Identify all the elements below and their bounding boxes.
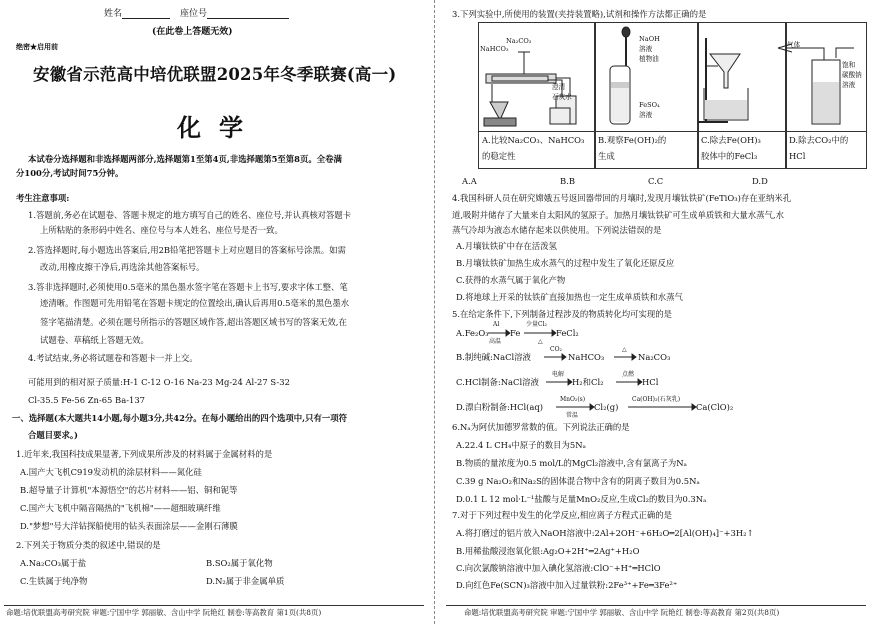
q6-option-a: A.22.4 L CH₄中原子的数目为5Nₐ: [456, 440, 586, 450]
q4-stem-1: 4.我国科研人员在研究嫦娥五号返回器带回的月壤时,发现月壤钛铁矿(FeTiO₃)存在亚纳米孔: [452, 193, 792, 203]
q2-stem: 2.下列关于物质分类的叙述中,错误的是: [16, 540, 161, 550]
q2-option-c: C.生铁属于纯净物: [20, 576, 88, 586]
q5-a-end: FeCl₂: [556, 328, 579, 338]
q6-option-c: C.39 g Na₂O₂和Na₂S的固体混合物中含有的阴离子数目为0.5Nₐ: [456, 476, 700, 486]
q3-option-a: A.A: [462, 176, 477, 186]
seat-label: 座位号: [180, 9, 208, 19]
secret-mark: 绝密★启用前: [16, 42, 58, 51]
q1-option-d: D."梦想"号大洋钻探船使用的钻头表面涂层——金刚石薄膜: [20, 521, 238, 531]
notice-4: 4.考试结束,务必将试题卷和答题卡一并上交。: [28, 353, 198, 363]
label-sodium-carbonate: 碳酸钠: [842, 71, 862, 79]
label-vegetable-oil: 植物油: [639, 55, 659, 63]
q6-option-b: B.物质的量浓度为0.5 mol/L的MgCl₂溶液中,含有氯离子为Nₐ: [456, 458, 687, 468]
q5-c-cond1-top: 电解: [552, 371, 565, 378]
notice-3c: 签字笔描清楚。必须在题号所指示的答题区域作答,超出答题区域书写的答案无效,在: [40, 317, 347, 327]
q3-caption-d-1: D.除去CO₂中的: [789, 135, 849, 145]
q6-stem: 6.Nₐ为阿伏加德罗常数的值。下列说法正确的是: [452, 422, 630, 432]
q5-a-cond1-top: Al: [493, 321, 500, 328]
label-na2co3: Na₂CO₃: [506, 37, 532, 45]
q5-b-mid: NaHCO₃: [568, 352, 605, 362]
q3-caption-b-1: B.观察Fe(OH)₂的: [598, 135, 667, 145]
label-solution: 溶液: [842, 81, 856, 89]
name-field: [104, 9, 170, 19]
label-saturated: 饱和: [842, 61, 856, 69]
q5-b-end: Na₂CO₃: [638, 352, 671, 362]
seat-field: [180, 9, 289, 19]
intro-line-1: 本试卷分选择题和非选择题两部分,选择题第1至第4页,非选择题第5至第8页。全卷满: [28, 154, 342, 164]
section-heading-2: 合题目要求。): [28, 430, 79, 440]
no-answer-note: (在此卷上答题无效): [152, 27, 233, 37]
q3-stem: 3.下列实验中,所使用的装置(夹持装置略),试剂和操作方法都正确的是: [452, 9, 707, 19]
q3-caption-c-1: C.除去Fe(OH)₃: [701, 135, 761, 145]
page-1: [0, 0, 428, 624]
label-gas: 气体: [787, 41, 801, 49]
q3-option-c: C.C: [648, 176, 664, 186]
footer-rule: [4, 605, 424, 606]
intro-line-2: 分100分,考试时间75分钟。: [16, 168, 124, 178]
q4-option-d: D.将地球上开采的钛铁矿直接加热也一定生成单质铁和水蒸气: [456, 292, 683, 302]
q5-reaction-arrows: [442, 0, 870, 430]
name-label: 姓名: [104, 9, 123, 19]
q3-caption-c-2: 胶体中的FeCl₃: [701, 151, 758, 161]
q5-d-cond1-bottom: 常温: [566, 412, 579, 419]
q1-stem: 1.近年来,我国科技成果显著,下列成果所涉及的材料属于金属材料的是: [16, 449, 273, 459]
q3-caption-b-2: 生成: [598, 151, 615, 161]
q5-d-cond2-top: Ca(OH)₂(石灰乳): [632, 396, 681, 403]
q5-c-cond2-top: 点燃: [622, 371, 635, 378]
label-limewater-2: 石灰水: [552, 93, 572, 101]
notice-3a: 3.答非选择题时,必须使用0.5毫米的黑色墨水签字笔在答题卡上书写,要求字体工整、笔: [28, 282, 348, 292]
q7-option-c: C.向次氯酸钠溶液中加入碘化氢溶液:ClO⁻+H⁺═HClO: [456, 563, 661, 573]
q1-option-b: B.超导量子计算机"本源悟空"的芯片材料——铝、铜和铌等: [20, 485, 238, 495]
label-naoh-solution: 溶液: [639, 45, 653, 53]
q2-option-a: A.Na₂CO₃属于盐: [20, 558, 87, 568]
label-feso4: FeSO₄: [639, 101, 660, 109]
notice-1a: 1.答题前,务必在试题卷、答题卡规定的地方填写自己的姓名、座位号,并认真核对答题卡: [28, 210, 352, 220]
section-heading-1: 一、选择题(本大题共14小题,每小题3分,共42分。在每小题给出的四个选项中,只有一项符: [12, 413, 347, 423]
q2-option-d: D.N₂属于非金属单质: [206, 576, 285, 586]
notice-2a: 2.答选择题时,每小题选出答案后,用2B铅笔把答题卡上对应题目的答案标号涂黑。如需: [28, 245, 346, 255]
q5-a-start: A.Fe₂O₃: [456, 328, 489, 338]
q4-stem-2: 道,吸附并储存了大量来自太阳风的氢原子。加热月壤钛铁矿可生成单质铁和大量水蒸气,水: [452, 210, 784, 220]
q3-option-d: D.D: [752, 176, 768, 186]
q3-caption-d-2: HCl: [789, 151, 806, 161]
q7-option-b: B.用稀盐酸浸泡氧化银:Ag₂O+2H⁺═2Ag⁺+H₂O: [456, 546, 640, 556]
q5-d-cond1-top: MnO₂(s): [560, 396, 586, 403]
q7-stem: 7.对于下列过程中发生的化学反应,相应离子方程式正确的是: [452, 510, 673, 520]
q5-b-start: B.制纯碱:NaCl溶液: [456, 352, 531, 362]
q5-a-cond2-bottom: △: [538, 338, 543, 345]
notice-2b: 改动,用橡皮擦干净后,再选涂其他答案标号。: [40, 262, 205, 272]
notice-3d: 试题卷、草稿纸上答题无效。: [40, 335, 149, 345]
q5-b-cond2-top: △: [622, 346, 627, 353]
q2-option-b: B.SO₂属于氧化物: [206, 558, 273, 568]
q4-option-b: B.月壤钛铁矿加热生成水蒸气的过程中发生了氧化还原反应: [456, 258, 675, 268]
q3-caption-a-1: A.比较Na₂CO₃、NaHCO₃: [482, 135, 585, 145]
q5-a-cond2-top: 少量Cl₂: [526, 321, 547, 328]
label-feso4-solution: 溶液: [639, 111, 653, 119]
subject-title: 化学: [177, 113, 261, 142]
q4-stem-3: 蒸气冷却为液态水储存起来以供使用。下列说法错误的是: [452, 225, 662, 235]
q5-stem: 5.在给定条件下,下列制备过程涉及的物质转化均可实现的是: [452, 309, 673, 319]
atomic-mass-line-2: Cl-35.5 Fe-56 Zn-65 Ba-137: [28, 395, 146, 405]
q4-option-c: C.获得的水蒸气属于氧化产物: [456, 275, 566, 285]
q5-c-end: HCl: [642, 377, 659, 387]
q7-option-a: A.将打磨过的铝片放入NaOH溶液中:2Al+2OH⁻+6H₂O═2[Al(OH)₄]⁻+3H₂↑: [456, 528, 754, 538]
q5-a-cond1-bottom: 高温: [489, 338, 502, 345]
q5-d-mid: Cl₂(g): [594, 402, 619, 412]
q5-d-start: D.漂白粉制备:HCl(aq): [456, 402, 544, 412]
q5-d-end: Ca(ClO)₂: [696, 402, 734, 412]
q1-option-c: C.国产大飞机中隔音隔热的"飞机棉"——超细玻璃纤维: [20, 503, 221, 513]
q7-option-d: D.向红色Fe(SCN)₃溶液中加入过量铁粉:2Fe³⁺+Fe═3Fe²⁺: [456, 580, 678, 590]
label-limewater-1: 澄清: [552, 83, 566, 91]
page-footer: 命题:培优联盟高考研究院 审题:宁国中学 郭丽敏、含山中学 阮艳红 制卷:等高教育 第2页(共8页): [464, 608, 780, 617]
q1-option-a: A.国产大飞机C919发动机的涂层材料——氮化硅: [20, 467, 202, 477]
footer-rule: [446, 605, 866, 606]
q5-a-mid: Fe: [510, 328, 521, 338]
page-footer: 命题:培优联盟高考研究院 审题:宁国中学 郭丽敏、含山中学 阮艳红 制卷:等高教育 第1页(共8页): [6, 608, 322, 617]
page-divider: [434, 0, 436, 624]
notice-3b: 迹清晰。作图题可先用铅笔在答题卡规定的位置绘出,确认后再用0.5毫米的黑色墨水: [40, 298, 350, 308]
atomic-mass-line-1: 可能用到的相对原子质量:H-1 C-12 O-16 Na-23 Mg-24 Al-27 S-32: [28, 377, 290, 387]
q5-b-cond1-top: CO₂: [550, 346, 562, 353]
label-nahco3: NaHCO₃: [480, 45, 509, 53]
q6-option-d: D.0.1 L 12 mol·L⁻¹盐酸与足量MnO₂反应,生成Cl₂的数目为0.3Nₐ: [456, 494, 707, 504]
notice-1b: 上所粘贴的条形码中姓名、座位号与本人姓名、座位号是否一致。: [40, 225, 283, 235]
q5-c-mid: H₂和Cl₂: [572, 377, 604, 387]
q5-c-start: C.HCl制备:NaCl溶液: [456, 377, 539, 387]
notice-heading: 考生注意事项:: [16, 193, 70, 203]
label-naoh: NaOH: [639, 35, 660, 43]
q3-caption-a-2: 的稳定性: [482, 151, 516, 161]
q4-option-a: A.月壤钛铁矿中存在活泼氢: [456, 241, 557, 251]
exam-title: 安徽省示范高中培优联盟2025年冬季联赛(高一): [33, 65, 397, 84]
page-2: [442, 0, 870, 624]
q3-option-b: B.B: [560, 176, 575, 186]
